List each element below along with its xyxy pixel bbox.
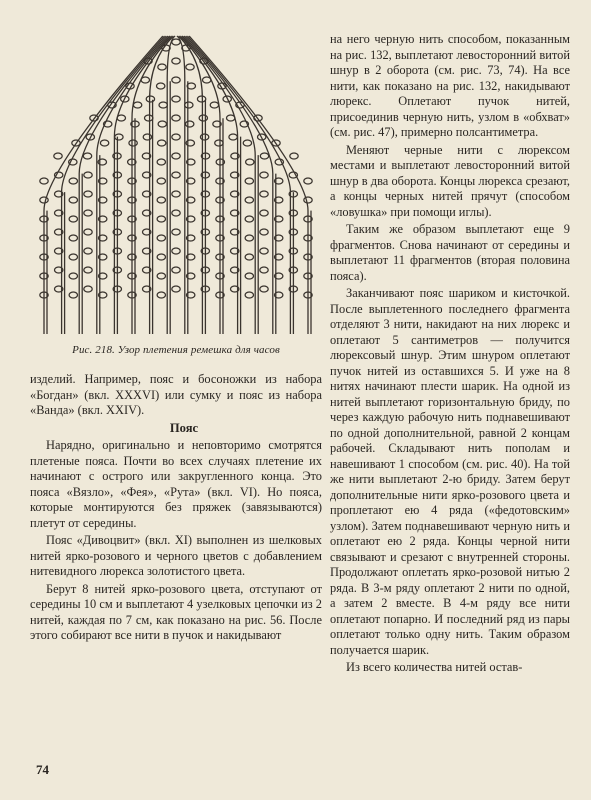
right-paragraph-3: Таким же образом выплетают еще 9 фрагментов. Снова начинают от середины и выплетают 11 фрагментов (вторая половина пояса). [330,222,570,283]
left-column [30,372,322,646]
right-paragraph-1: на него черную нить способом, показанным на рис. 132, выплетают левосторонний витой шнур в 2 оборота (см. рис. 73, 74). На все нити, как показано на рис. 132, накидывают люрекс. Оплетают пучок нитей, присоединив черную нить, узлом в «обхват» (см. рис. 47), примерно полсантиметра. [330,32,570,139]
right-paragraph-2: Меняют черные нити с люрексом местами и выплетают левосторонний витой шнур в два оборота. Концы люрекса срезают, а концы черных нитей прячут (способом «ловушка» при помощи иглы). [330,142,570,219]
left-paragraph-1: изделий. Например, пояс и босоножки из набора «Богдан» (вкл. XXXVI) или сумку и пояс из набора «Ванда» (вкл. XXIV). [30,372,322,417]
macrame-pattern-drawing [38,22,314,340]
left-paragraph-4: Берут 8 нитей ярко-розового цвета, отступают от середины 10 см и выплетают 4 узелковых цепочки из 2 нитей, каждая по 7 см, как показано на рис. 56. После этого собирают все нити в пучок и накидывают [30,581,322,642]
macrame-illustration [38,22,314,340]
left-paragraph-2: Нарядно, оригинально и неповторимо смотрятся плетеные пояса. Почти во всех случаях плетение их начинают с острого или закругленного конца. Это пояса «Вязло», «Фея», «Рута» (вкл. VI). Но пояса, которые монтируются без пряжек (завязываются) плетут от середины. [30,438,322,530]
knot-pattern [40,36,312,334]
right-paragraph-5: Из всего количества нитей остав- [346,660,523,674]
figure-caption: Рис. 218. Узор плетения ремешка для часов [72,344,280,356]
left-paragraph-3: Пояс «Дивоцвит» (вкл. XI) выполнен из шелковых нитей ярко-розового и черного цветов с добавлением нитевидного люрекса золотистого цвета. [30,533,322,578]
right-paragraph-4: Заканчивают пояс шариком и кисточкой. После выплетенного последнего фрагмента отделяют 3 нити, накидают на них люрекс и оплетают 5 сантиметров — получится люрексовый шнур. Этим шнуром оплетают пучок нитей из оставшихся 5. И уже на 8 нитях начинают плести шарик. На одной из нитей выплетают горизонтальную бриду, по через каждую рабочую нить поднавешивают по одной дополнительной, равной 2 концам рабочей. Складывают нить пополам и навешивают 1 способом (см. рис. 40). На той же нити выплетают 2-ю бриду. Затем берут дополнительные нити ярко-розового цвета и проплетают ею 4 ряда («федотовским» узлом). Затем поднавешивают черную нить и оплетают ею 2 ряда. Концы черной нити связывают и срезают с внутренней стороны. Продолжают оплетать ярко-розовой нитью 2 ряда. В 3-м ряду оплетают 2 нити по одной, а затем 2 вместе. В 4-м ряду все нити оплетают попарно. И последний ряд из пары оплетают только одну нить. Таким образом получается шарик. [330,286,570,657]
page-number: 74 [36,762,49,777]
right-column [330,32,570,678]
section-heading: Пояс [169,420,199,435]
